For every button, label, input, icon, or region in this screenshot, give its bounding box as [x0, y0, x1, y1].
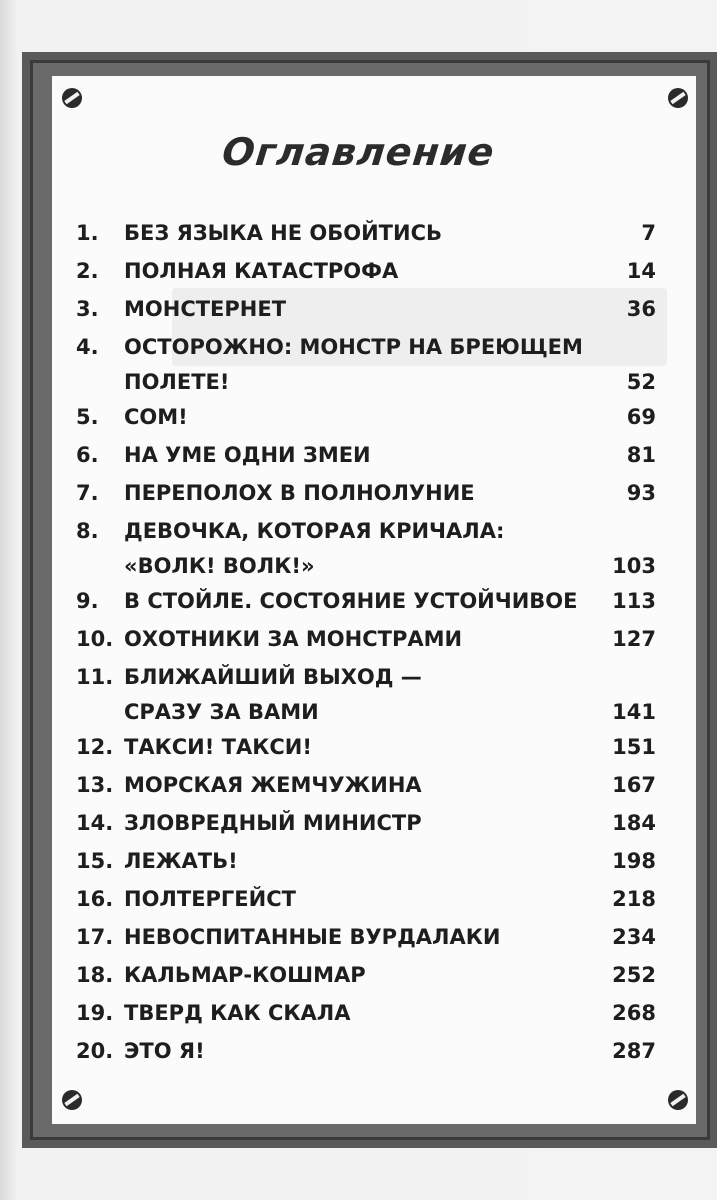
chapter-number: 9. [76, 589, 99, 613]
chapter-title: КАЛЬМАР-КОШМАР [124, 963, 366, 987]
chapter-number: 4. [76, 335, 99, 359]
toc-entry-line [76, 804, 656, 842]
toc-entry-line [76, 1032, 656, 1070]
toc-entry-line [76, 252, 656, 290]
chapter-title: ОХОТНИКИ ЗА МОНСТРАМИ [124, 627, 463, 651]
page-number: 14 [626, 259, 656, 283]
chapter-title: МОНСТЕРНЕТ [124, 297, 287, 321]
chapter-number: 12. [76, 735, 114, 759]
chapter-number: 15. [76, 849, 114, 873]
chapter-title: ДЕВОЧКА, КОТОРАЯ КРИЧАЛА: [124, 519, 505, 543]
page-number: 252 [612, 963, 656, 987]
chapter-number: 8. [76, 519, 99, 543]
chapter-number: 13. [76, 773, 114, 797]
page-number: 113 [612, 589, 656, 613]
page-number: 103 [612, 554, 656, 578]
chapter-title: «ВОЛК! ВОЛК!» [124, 554, 315, 578]
toc-entry-line [76, 436, 656, 474]
toc-entry-line [76, 918, 656, 956]
toc-entry-line [76, 842, 656, 880]
chapter-title: ТВЕРД КАК СКАЛА [124, 1001, 351, 1025]
chapter-title: НЕВОСПИТАННЫЕ ВУРДАЛАКИ [124, 925, 501, 949]
page-number: 141 [612, 700, 656, 724]
chapter-number: 16. [76, 887, 114, 911]
page-number: 184 [612, 811, 656, 835]
toc-entry-line [76, 728, 656, 766]
chapter-title: БЛИЖАЙШИЙ ВЫХОД — [124, 665, 422, 689]
chapter-title: ЭТО Я! [124, 1039, 205, 1063]
page-number: 287 [612, 1039, 656, 1063]
screw-icon [62, 88, 82, 108]
chapter-title: СРАЗУ ЗА ВАМИ [124, 700, 319, 724]
chapter-number: 19. [76, 1001, 114, 1025]
chapter-number: 1. [76, 221, 99, 245]
table-of-contents [76, 214, 656, 1070]
page-number: 81 [626, 443, 656, 467]
page-number: 127 [612, 627, 656, 651]
chapter-title: ПЕРЕПОЛОХ В ПОЛНОЛУНИЕ [124, 481, 475, 505]
toc-entry-line [76, 290, 656, 328]
page-title: Оглавление [220, 130, 497, 174]
page-number: 7 [641, 221, 656, 245]
chapter-number: 10. [76, 627, 114, 651]
chapter-number: 20. [76, 1039, 114, 1063]
toc-entry-line [76, 474, 656, 512]
screw-icon [668, 1090, 688, 1110]
chapter-title: ТАКСИ! ТАКСИ! [124, 735, 312, 759]
toc-entry-line [76, 880, 656, 918]
page-number: 36 [626, 297, 656, 321]
chapter-number: 11. [76, 665, 114, 689]
page-number: 198 [612, 849, 656, 873]
screw-icon [62, 1090, 82, 1110]
chapter-title: МОРСКАЯ ЖЕМЧУЖИНА [124, 773, 422, 797]
chapter-title: ОСТОРОЖНО: МОНСТР НА БРЕЮЩЕМ [124, 335, 583, 359]
page-number: 69 [626, 405, 656, 429]
page-number: 167 [612, 773, 656, 797]
toc-entry-line [76, 214, 656, 252]
chapter-title: В СТОЙЛЕ. СОСТОЯНИЕ УСТОЙЧИВОЕ [124, 589, 578, 613]
chapter-number: 5. [76, 405, 99, 429]
chapter-title: БЕЗ ЯЗЫКА НЕ ОБОЙТИСЬ [124, 221, 442, 245]
toc-entry-line [76, 550, 656, 582]
chapter-number: 14. [76, 811, 114, 835]
toc-entry-line [76, 398, 656, 436]
toc-entry-line [76, 696, 656, 728]
chapter-number: 7. [76, 481, 99, 505]
toc-entry-line [76, 658, 656, 696]
toc-entry-line [76, 956, 656, 994]
chapter-title: ПОЛЕТЕ! [124, 370, 230, 394]
chapter-title: СОМ! [124, 405, 188, 429]
chapter-number: 2. [76, 259, 99, 283]
toc-entry-line [76, 766, 656, 804]
chapter-number: 3. [76, 297, 99, 321]
toc-entry-line [76, 366, 656, 398]
chapter-title: ЛЕЖАТЬ! [124, 849, 238, 873]
screw-icon [668, 88, 688, 108]
page-number: 52 [626, 370, 656, 394]
toc-entry-line [76, 328, 656, 366]
toc-entry-line [76, 620, 656, 658]
chapter-number: 17. [76, 925, 114, 949]
chapter-number: 6. [76, 443, 99, 467]
chapter-title: ЗЛОВРЕДНЫЙ МИНИСТР [124, 811, 422, 835]
chapter-title: ПОЛНАЯ КАТАСТРОФА [124, 259, 399, 283]
chapter-number: 18. [76, 963, 114, 987]
chapter-title: ПОЛТЕРГЕЙСТ [124, 887, 296, 911]
page-number: 151 [612, 735, 656, 759]
page-number: 93 [626, 481, 656, 505]
page-number: 268 [612, 1001, 656, 1025]
page-number: 218 [612, 887, 656, 911]
chapter-title: НА УМЕ ОДНИ ЗМЕИ [124, 443, 371, 467]
page-number: 234 [612, 925, 656, 949]
toc-entry-line [76, 582, 656, 620]
toc-entry-line [76, 512, 656, 550]
toc-entry-line [76, 994, 656, 1032]
